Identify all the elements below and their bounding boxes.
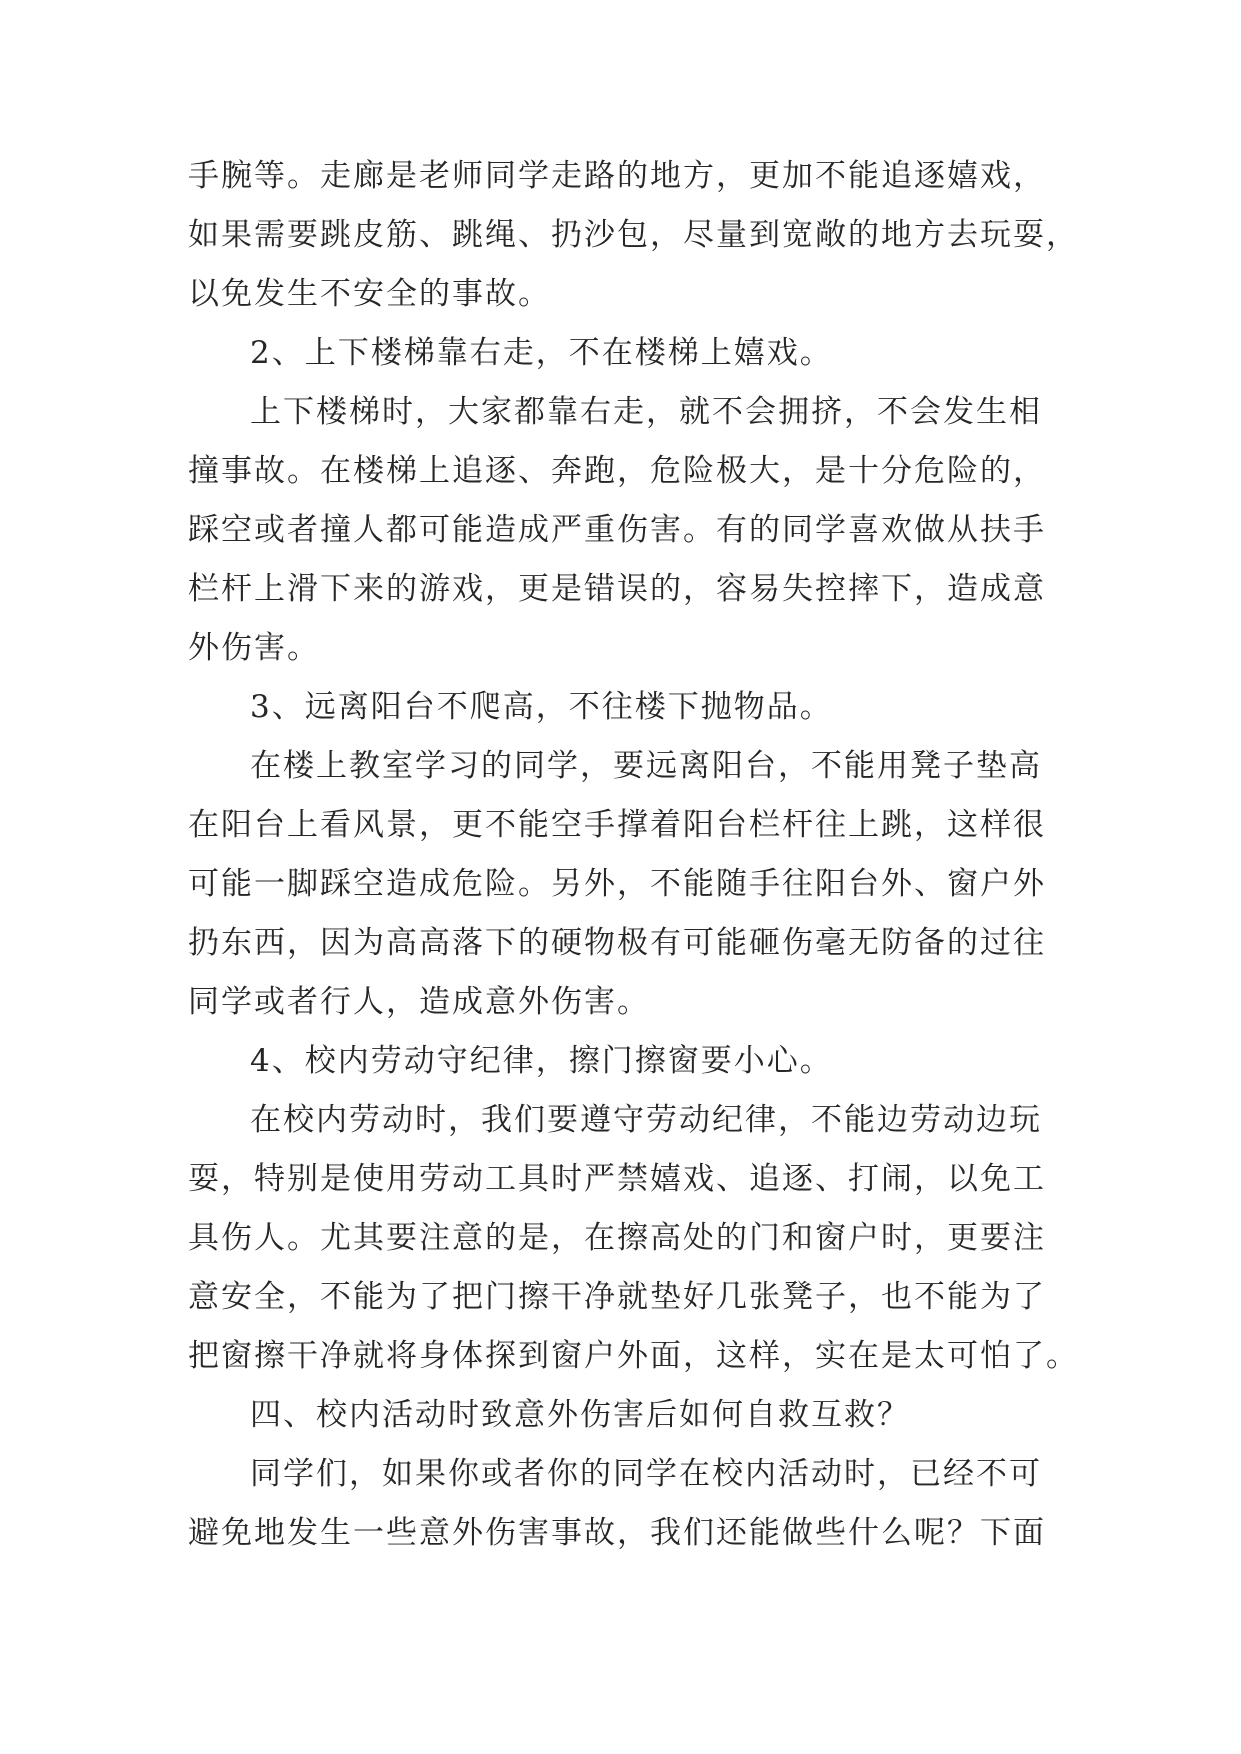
section-heading: 4、校内劳动守纪律，擦门擦窗要小心。 bbox=[250, 1043, 833, 1079]
text-line: 栏杆上滑下来的游戏，更是错误的，容易失控摔下，造成意 bbox=[188, 571, 1046, 607]
text-line: 扔东西，因为高高落下的硬物极有可能砸伤毫无防备的过往 bbox=[188, 925, 1046, 961]
text-line: 撞事故。在楼梯上追逐、奔跑，危险极大，是十分危险的， bbox=[188, 453, 1046, 489]
text-line: 同学或者行人，造成意外伤害。 bbox=[188, 984, 650, 1020]
paragraph-start-line: 同学们，如果你或者你的同学在校内活动时，已经不可 bbox=[250, 1456, 1042, 1492]
paragraph-start-line: 在校内劳动时，我们要遵守劳动纪律，不能边劳动边玩 bbox=[250, 1102, 1042, 1138]
text-line: 外伤害。 bbox=[188, 630, 320, 666]
text-line: 如果需要跳皮筋、跳绳、扔沙包，尽量到宽敞的地方去玩耍， bbox=[188, 217, 1079, 253]
text-line: 手腕等。走廊是老师同学走路的地方，更加不能追逐嬉戏， bbox=[188, 158, 1046, 194]
text-line: 在阳台上看风景，更不能空手撑着阳台栏杆往上跳，这样很 bbox=[188, 807, 1046, 843]
text-line: 耍，特别是使用劳动工具时严禁嬉戏、追逐、打闹，以免工 bbox=[188, 1161, 1046, 1197]
text-line: 具伤人。尤其要注意的是，在擦高处的门和窗户时，更要注 bbox=[188, 1220, 1046, 1256]
text-line: 意安全，不能为了把门擦干净就垫好几张凳子，也不能为了 bbox=[188, 1279, 1046, 1315]
text-line: 以免发生不安全的事故。 bbox=[188, 276, 551, 312]
document-body bbox=[188, 147, 1079, 1563]
text-line: 把窗擦干净就将身体探到窗户外面，这样，实在是太可怕了。 bbox=[188, 1338, 1079, 1374]
text-line: 踩空或者撞人都可能造成严重伤害。有的同学喜欢做从扶手 bbox=[188, 512, 1046, 548]
paragraph-start-line: 上下楼梯时，大家都靠右走，就不会拥挤，不会发生相 bbox=[250, 394, 1042, 430]
section-heading: 3、远离阳台不爬高，不往楼下抛物品。 bbox=[250, 689, 833, 725]
text-line: 可能一脚踩空造成危险。另外，不能随手往阳台外、窗户外 bbox=[188, 866, 1046, 902]
section-heading: 四、校内活动时致意外伤害后如何自救互救？ bbox=[250, 1397, 910, 1433]
text-line: 避免地发生一些意外伤害事故，我们还能做些什么呢？下面 bbox=[188, 1515, 1046, 1551]
section-heading: 2、上下楼梯靠右走，不在楼梯上嬉戏。 bbox=[250, 335, 833, 371]
paragraph-start-line: 在楼上教室学习的同学，要远离阳台，不能用凳子垫高 bbox=[250, 748, 1042, 784]
